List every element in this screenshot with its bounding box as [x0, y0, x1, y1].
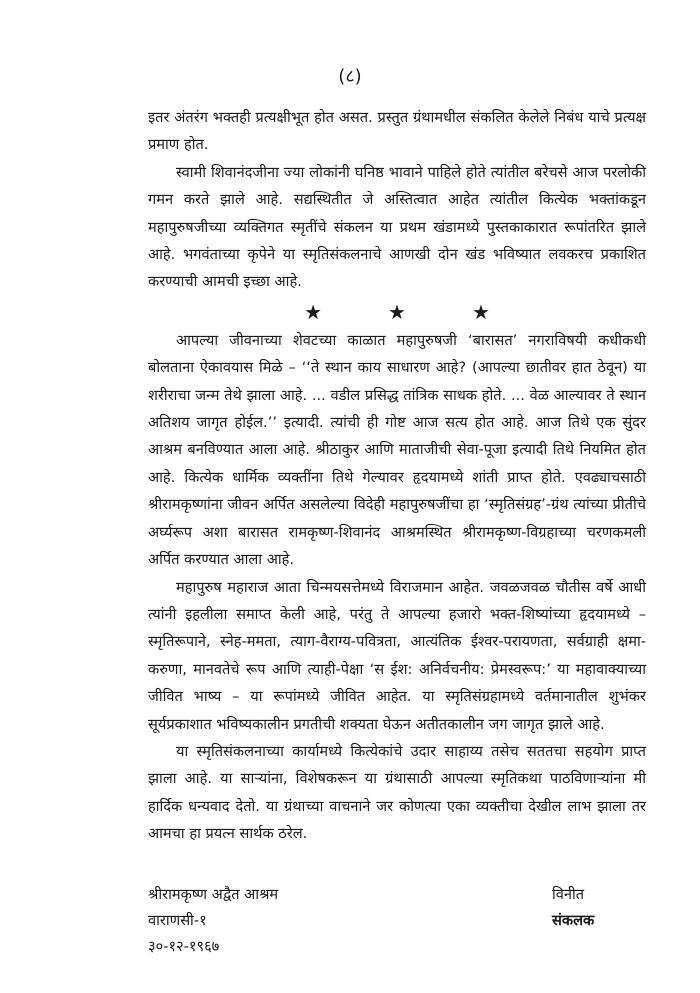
star-icon: ★	[471, 299, 490, 324]
footer-place-date	[148, 882, 278, 960]
footer-signature	[552, 882, 594, 934]
star-icon: ★	[388, 299, 406, 324]
ashram-name: श्रीरामकृष्ण अद्वैत आश्रम	[148, 886, 279, 903]
paragraph-mahapurush: महापुरुष महाराज आता चिन्मयसत्तेमध्ये विराजमान आहेत. जवळजवळ चौतीस वर्षे आधी त्यांनी इहलीला समाप्त केली आहे, परंतु ते आपल्या हजारो भक्त-शिष्यांच्या हृदयामध्ये – स्मृतिरूपाने, स्नेह-ममता, त्याग-वैराग्य-पवित्रता, आत्यंतिक ईश्वर-परायणता, सर्वग्राही क्षमा-करुणा, मानवतेचे रूप आणि त्याही-पेक्षा ‘स ईश: अनिर्वचनीय: प्रेमस्वरूप:’ या महावाक्याच्या जीवित भाष्य – या रूपांमध्ये जीवित आहेत. या स्मृतिसंग्रहामध्ये वर्तमानातील शुभंकर सूर्यप्रकाशात भविष्यकालीन प्रगतीची शक्यता घेऊन अतीतकालीन जग जागृत झाले आहे.	[148, 578, 646, 733]
signer-name: संकलक	[552, 912, 595, 929]
paragraph-acknowledgement: या स्मृतिसंकलनाच्या कार्यामध्ये कित्येकांचे उदार साहाय्य तसेच सततचा सहयोग प्राप्त झाला आहे. या सार्‍यांना, विशेषकरून या ग्रंथासाठी आपल्या स्मृतिकथा पाठविणार्‍यांना मी हार्दिक धन्यवाद देतो. या ग्रंथाच्या वाचनाने जर कोणत्या एका व्यक्तीचा देखील लाभ झाला तर आमचा हा प्रयत्न सार्थक ठरेल.	[148, 742, 646, 843]
page-number: (८)	[338, 66, 362, 87]
body-text	[148, 104, 646, 848]
paragraph-barasat: आपल्या जीवनाच्या शेवटच्या काळात महापुरुषजी ‘बारासत’ नगराविषयी कधीकधी बोलताना ऐकावयास मिळे – ‘‘ते स्थान काय साधारण आहे? (आपल्या छातीवर हात ठेवून) या शरीराचा जन्म तेथे झाला आहे. ... वडील प्रसिद्ध तांत्रिक साधक होते. ... वेळ आल्यावर ते स्थान अतिशय जागृत होईल.’’ इत्यादी. त्यांची ही गोष्ट आज सत्य होत आहे. आज तिथे एक सुंदर आश्रम बनविण्यात आला आहे. श्रीठाकुर आणि माताजीची सेवा-पूजा इत्यादी तिथे नियमित होत आहे. कित्येक धार्मिक व्यक्तींना तिथे गेल्यावर हृदयामध्ये शांती प्राप्त होते. एवढ्याचसाठी श्रीरामकृष्णांना जीवन अर्पित असलेल्या विदेही महापुरुषजींचा हा ‘स्मृतिसंग्रह’-ग्रंथ त्यांच्या प्रीतीचे अर्घ्यरूप अशा बारासत रामकृष्ण-शिवानंद आश्रमस्थित श्रीरामकृष्ण-विग्रहाच्या चरणकमली अर्पित करण्यात आला आहे.	[148, 331, 646, 569]
section-divider	[148, 297, 646, 327]
city-name: वाराणसी-१	[148, 912, 207, 929]
star-icon: ★	[304, 299, 323, 324]
paragraph-continuation: इतर अंतरंग भक्तही प्रत्यक्षीभूत होत असत. प्रस्तुत ग्रंथामधील संकलित केलेले निबंध याचे प्रत्यक्ष प्रमाण होत.	[148, 109, 646, 154]
paragraph-remembrance: स्वामी शिवानंदजीना ज्या लोकांनी घनिष्ठ भावाने पाहिले होते त्यांतील बरेचसे आज परलोकी गमन करते झाले आहे. सद्यस्थितीत जे अस्तित्वात आहेत त्यांतील कित्येक भक्तांकडून महापुरुषजीच्या व्यक्तिगत स्मृतींचे संकलन या प्रथम खंडामध्ये पुस्तकाकारात रूपांतरित झाले आहे. भगवंताच्या कृपेने या स्मृतिसंकलनाचे आणखी दोन खंड भविष्यात लवकरच प्रकाशित करण्याची आमची इच्छा आहे.	[148, 163, 646, 291]
date: ३०-१२-१९६७	[148, 938, 220, 955]
closing-word: विनीत	[552, 886, 585, 903]
